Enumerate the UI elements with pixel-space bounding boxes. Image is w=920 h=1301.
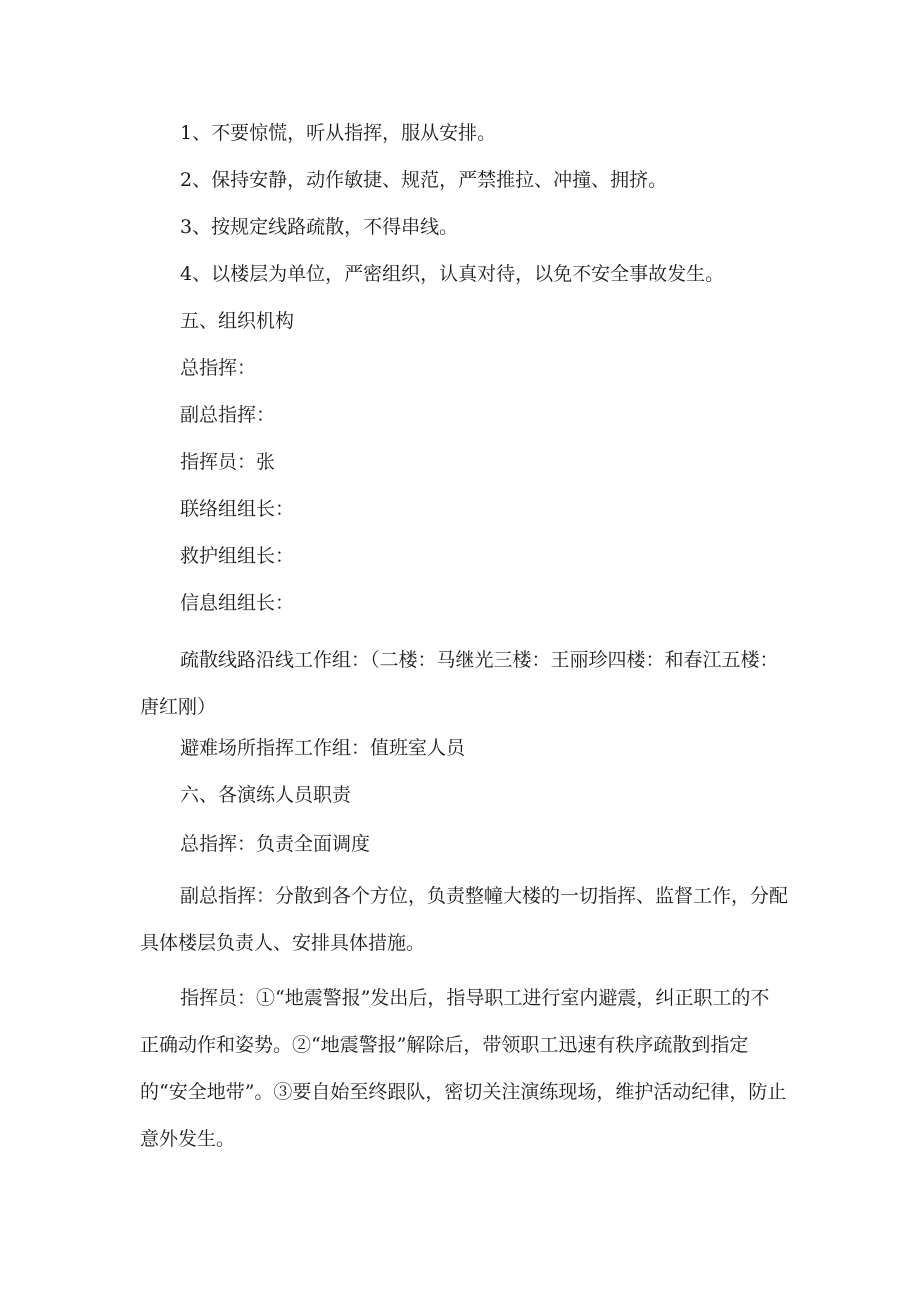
paragraph-rule-3: 3、按规定线路疏散，不得串线。 (180, 216, 459, 238)
paragraph-rule-2: 2、保持安静，动作敏捷、规范，严禁推拉、冲撞、拥挤。 (180, 169, 668, 191)
duty-deputy-commander: 副总指挥：分散到各个方位，负责整幢大楼的一切指挥、监督工作，分配具体楼层负责人、安排具体措施。 (140, 885, 789, 954)
role-chief-commander: 总指挥： (180, 357, 257, 379)
shelter-command-workgroup: 避难场所指挥工作组：值班室人员 (180, 737, 466, 759)
role-information-leader: 信息组组长： (180, 592, 295, 614)
section-heading-organization: 五、组织机构 (180, 310, 295, 332)
section-heading-duties: 六、各演练人员职责 (180, 784, 352, 806)
paragraph-rule-1: 1、不要惊慌，听从指挥，服从安排。 (180, 122, 497, 144)
role-liaison-leader: 联络组组长： (180, 498, 295, 520)
paragraph-rule-4: 4、以楼层为单位，严密组织，认真对待，以免不安全事故发生。 (180, 263, 725, 285)
role-commander: 指挥员：张 (180, 451, 276, 473)
duty-commander: 指挥员：①“地震警报”发出后，指导职工进行室内避震，纠正职工的不正确动作和姿势。②“地震警报”解除后，带领职工迅速有秩序疏散到指定的“安全地带”。③要自始至终跟队，密切关注演练现场，维护活动纪律，防止意外发生。 (140, 987, 787, 1150)
role-rescue-leader: 救护组组长： (180, 545, 295, 567)
duty-chief-commander: 总指挥：负责全面调度 (180, 833, 371, 855)
role-deputy-commander: 副总指挥： (180, 404, 276, 426)
evacuation-route-workgroup: 疏散线路沿线工作组：（二楼：马继光三楼：王丽珍四楼：和春江五楼：唐红刚） (140, 649, 779, 718)
